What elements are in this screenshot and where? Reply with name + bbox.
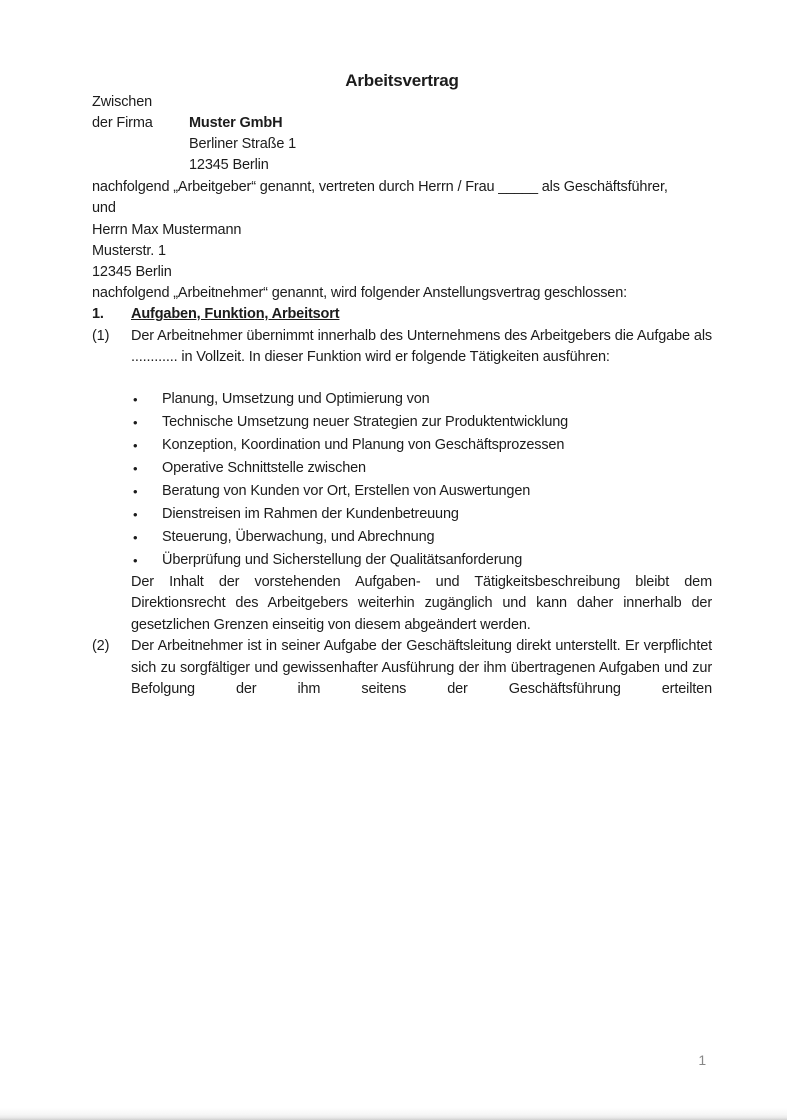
employer-street: Berliner Straße 1	[189, 136, 297, 152]
task-list-item-label: Operative Schnittstelle zwischen	[162, 459, 366, 476]
bullet-icon: •	[133, 391, 138, 407]
employee-street: Musterstr. 1	[92, 242, 166, 259]
bullet-icon: •	[133, 414, 138, 430]
task-list-item	[131, 480, 712, 503]
employee-clause: nachfolgend „Arbeitnehmer“ genannt, wird folgender Anstellungsvertrag geschlossen:	[92, 284, 628, 301]
bullet-icon: •	[133, 483, 138, 499]
task-list-item-label: Dienstreisen im Rahmen der Kundenbetreuung	[162, 505, 459, 522]
employer-city: 12345 Berlin	[189, 157, 269, 173]
paragraph-1-number: (1)	[92, 327, 110, 344]
task-list-item-label: Beratung von Kunden vor Ort, Erstellen von Auswertungen	[162, 482, 531, 499]
section1-paragraph-1	[92, 326, 712, 369]
bullet-icon: •	[133, 460, 138, 476]
document-title: Arbeitsvertrag	[345, 71, 459, 90]
employer-address	[189, 113, 296, 176]
task-list-item	[131, 411, 712, 434]
task-list-item	[131, 503, 712, 526]
task-list-item	[131, 526, 712, 549]
paragraph-1b-spacer	[92, 572, 131, 637]
section1-title: Aufgaben, Funktion, Arbeitsort	[131, 306, 340, 322]
task-list-item-label: Steuerung, Überwachung, und Abrechnung	[162, 528, 435, 545]
paragraph-2-text: Der Arbeitnehmer ist in seiner Aufgabe der Geschäftsleitung direkt unterstellt. Er verpflichtet sich zu sorgfältiger und gewissenhafter Ausführung der ihm übertragenen Aufgaben und zur Befolgung der ihm seitens der Geschäftsführung erteilten	[131, 638, 712, 697]
bullet-icon: •	[133, 529, 138, 545]
employer-name: Muster GmbH	[189, 115, 283, 131]
paragraph-1b-text: Der Inhalt der vorstehenden Aufgaben- und Tätigkeitsbeschreibung bleibt dem Direktionsrecht des Arbeitgebers weiterhin zugänglich und kann daher innerhalb der gesetzlichen Grenzen einseitig von diesem abgeändert werden.	[131, 573, 712, 633]
bullet-icon: •	[133, 552, 138, 568]
document-content	[92, 70, 712, 701]
page-bottom-edge	[0, 1108, 787, 1120]
section1-paragraph-2	[92, 636, 712, 701]
employer-block	[92, 113, 712, 176]
paragraph-2-number: (2)	[92, 638, 110, 654]
task-list-item-label: Überprüfung und Sicherstellung der Qualitätsanforderung	[162, 551, 523, 568]
page-number: 1	[698, 1052, 706, 1068]
task-list-item	[131, 434, 712, 457]
bullet-icon: •	[133, 506, 138, 522]
employee-address	[92, 220, 712, 283]
intro-zwischen: Zwischen	[92, 93, 153, 110]
employer-prefix: der Firma	[92, 115, 153, 131]
section1-paragraph-1b	[92, 572, 712, 637]
employee-city: 12345 Berlin	[92, 263, 172, 280]
task-list-item	[131, 388, 712, 411]
task-list-item	[131, 457, 712, 480]
tasks-list	[92, 388, 712, 572]
employee-name: Herrn Max Mustermann	[92, 221, 242, 238]
paragraph-1-text: Der Arbeitnehmer übernimmt innerhalb des Unternehmens des Arbeitgebers die Aufgabe als ............ in Vollzeit. In dieser Funktion wird er folgende Tätigkeiten ausführen:	[131, 327, 712, 365]
section1-heading	[92, 304, 712, 326]
task-list-item-label: Planung, Umsetzung und Optimierung von	[162, 390, 430, 407]
employer-clause: nachfolgend „Arbeitgeber“ genannt, vertreten durch Herrn / Frau _____ als Geschäftsführer,	[92, 179, 668, 195]
task-list-item-label: Konzeption, Koordination und Planung von Geschäftsprozessen	[162, 436, 565, 453]
task-list-item-label: Technische Umsetzung neuer Strategien zur Produktentwicklung	[162, 413, 569, 430]
bullet-icon: •	[133, 437, 138, 453]
und-label: und	[92, 200, 116, 216]
task-list-item	[131, 549, 712, 572]
section1-number: 1.	[92, 306, 104, 322]
